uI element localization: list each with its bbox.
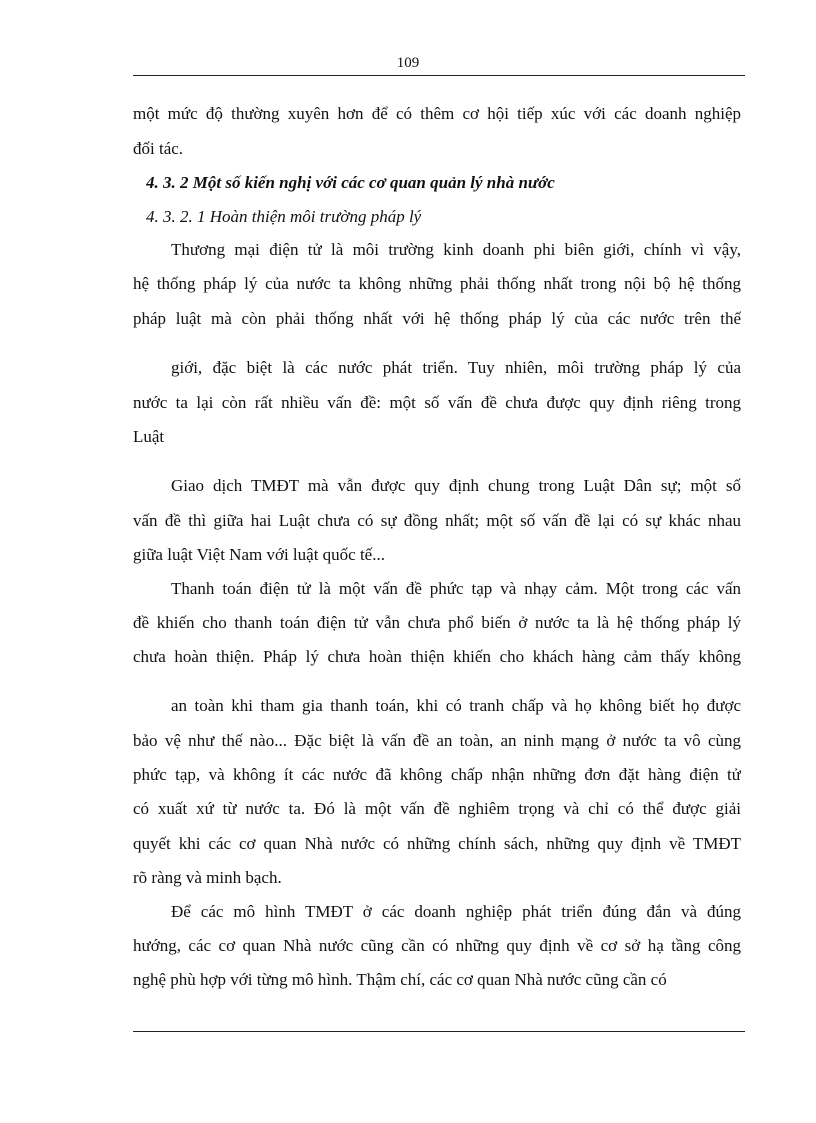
body-line: phức tạp, và không ít các nước đã không chấp nhận những đơn đặt hàng điện tử: [133, 765, 741, 784]
page-number: 109: [396, 55, 420, 71]
body-line: nước ta lại còn rất nhiều vấn đề: một số vấn đề chưa được quy định riêng trong: [133, 393, 741, 412]
body-line: có xuất xứ từ nước ta. Đó là một vấn đề nghiêm trọng và chỉ có thể được giải: [133, 799, 741, 818]
body-line: vấn đề thì giữa hai Luật chưa có sự đồng nhất; một số vấn đề lại có sự khác nhau: [133, 511, 741, 530]
section-heading: 4. 3. 2 Một số kiến nghị với các cơ quan quản lý nhà nước: [146, 173, 555, 192]
body-line: giữa luật Việt Nam với luật quốc tế...: [133, 545, 385, 564]
header-rule: [133, 75, 745, 76]
body-line: nghệ phù hợp với từng mô hình. Thậm chí, các cơ quan Nhà nước cũng cần có: [133, 970, 667, 989]
body-line: pháp luật mà còn phải thống nhất với hệ thống pháp lý của các nước trên thế: [133, 309, 741, 328]
body-line: bảo vệ như thế nào... Đặc biệt là vấn đề an toàn, an ninh mạng ở nước ta vô cùng: [133, 731, 741, 750]
body-line: Giao dịch TMĐT mà vẫn được quy định chung trong Luật Dân sự; một số: [171, 476, 741, 495]
body-line: một mức độ thường xuyên hơn để có thêm cơ hội tiếp xúc với các doanh nghiệp: [133, 104, 741, 123]
body-line: hệ thống pháp lý của nước ta không những phải thống nhất trong nội bộ hệ thống: [133, 274, 741, 293]
body-line: an toàn khi tham gia thanh toán, khi có tranh chấp và họ không biết họ được: [171, 696, 741, 715]
body-line: quyết khi các cơ quan Nhà nước có những chính sách, những quy định về TMĐT: [133, 834, 741, 853]
body-line: đề khiến cho thanh toán điện tử vẫn chưa phổ biến ở nước ta là hệ thống pháp lý: [133, 613, 741, 632]
body-line: giới, đặc biệt là các nước phát triển. Tuy nhiên, môi trường pháp lý của: [171, 358, 741, 377]
footer-rule: [133, 1031, 745, 1032]
body-line: Thanh toán điện tử là một vấn đề phức tạp và nhạy cảm. Một trong các vấn: [171, 579, 741, 598]
body-line: đối tác.: [133, 139, 184, 158]
body-line: chưa hoàn thiện. Pháp lý chưa hoàn thiện khiến cho khách hàng cảm thấy không: [133, 647, 741, 666]
body-line: Thương mại điện tử là môi trường kinh doanh phi biên giới, chính vì vậy,: [171, 240, 741, 259]
subsection-heading: 4. 3. 2. 1 Hoàn thiện môi trường pháp lý: [146, 207, 422, 226]
body-line: Để các mô hình TMĐT ở các doanh nghiệp phát triển đúng đắn và đúng: [171, 902, 741, 921]
body-line: Luật: [133, 427, 165, 446]
body-line: hướng, các cơ quan Nhà nước cũng cần có những quy định về cơ sở hạ tầng công: [133, 936, 741, 955]
body-line: rõ ràng và minh bạch.: [133, 868, 282, 887]
